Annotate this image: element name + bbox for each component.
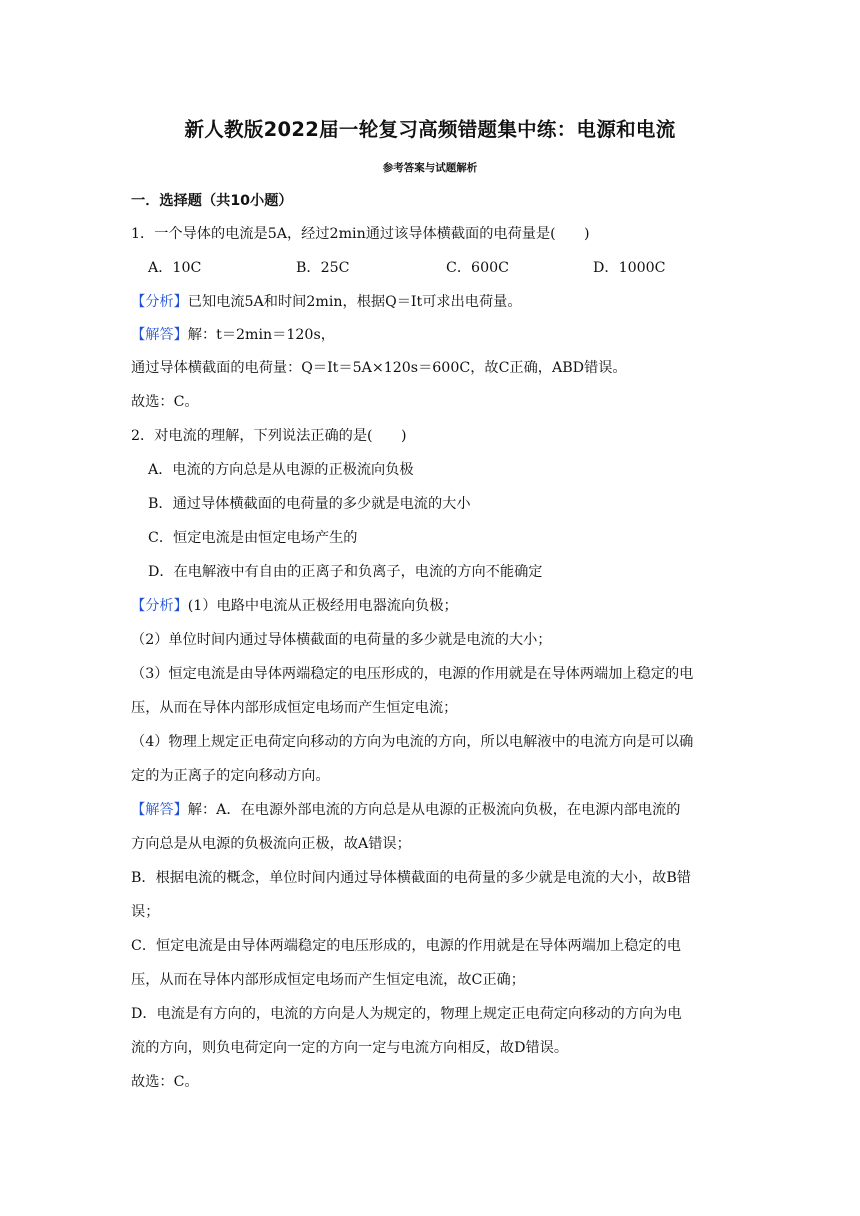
q1-option-c: C．600C [446,260,509,276]
q1-solution-text: 解：t＝2min＝120s， [187,327,335,343]
q1-analysis [131,292,522,312]
analysis-tag: 【分析】 [131,598,188,614]
page-subtitle: 参考答案与试题解析 [382,162,478,174]
q2-analysis [131,596,458,616]
q1-option-d: D．1000C [593,260,666,276]
q2-solution-line: 方向总是从电源的负极流向正极，故A错误； [131,836,411,852]
analysis-tag: 【分析】 [131,294,188,310]
page-title: 新人教版2022届一轮复习高频错题集中练：电源和电流 [184,118,676,141]
q2-solution-line: C．恒定电流是由导体两端稳定的电压形成的，电源的作用就是在导体两端加上稳定的电 [131,938,681,954]
q1-solution [131,325,335,345]
solution-tag: 【解答】 [131,802,188,818]
q2-option-c: C．恒定电流是由恒定电场产生的 [148,530,358,546]
section-heading: 一．选择题（共10小题） [131,193,293,209]
q2-answer: 故选：C。 [131,1074,199,1090]
q2-solution-line: B．根据电流的概念，单位时间内通过导体横截面的电荷量的多少就是电流的大小，故B错 [131,870,691,886]
q1-analysis-text: 已知电流5A和时间2min，根据Q＝It可求出电荷量。 [187,294,522,310]
q2-analysis-line: (1）电路中电流从正极经用电器流向负极； [187,598,458,614]
q1-option-a: A．10C [148,260,202,276]
q2-solution-line: D．电流是有方向的，电流的方向是人为规定的，物理上规定正电荷定向移动的方向为电 [131,1006,682,1022]
q2-solution-line: 解：A．在电源外部电流的方向总是从电源的正极流向负极，在电源内部电流的 [187,802,681,818]
solution-tag: 【解答】 [131,327,188,343]
question-2-stem: 2．对电流的理解，下列说法正确的是( ) [131,428,407,444]
q2-analysis-line: 压，从而在导体内部形成恒定电场而产生恒定电流； [131,700,458,716]
q1-option-b: B．25C [296,260,350,276]
q2-analysis-line: （2）单位时间内通过导体横截面的电荷量的多少就是电流的大小； [131,632,552,648]
q2-solution-line: 压，从而在导体内部形成恒定电场而产生恒定电流，故C正确； [131,972,525,988]
q2-option-a: A．电流的方向总是从电源的正极流向负极 [148,462,414,478]
q2-solution-line: 流的方向，则负电荷定向一定的方向一定与电流方向相反，故D错误。 [131,1040,569,1056]
q2-solution-line: 误； [131,904,160,920]
q1-answer: 故选：C。 [131,394,199,410]
q1-solution-line-2: 通过导体横截面的电荷量：Q＝It＝5A×120s＝600C，故C正确，ABD错误。 [131,360,627,376]
q2-analysis-line: 定的为正离子的定向移动方向。 [131,768,330,784]
question-1-stem: 1．一个导体的电流是5A，经过2min通过该导体横截面的电荷量是( ) [131,226,590,242]
q2-option-b: B．通过导体横截面的电荷量的多少就是电流的大小 [148,496,471,512]
q2-option-d: D．在电解液中有自由的正离子和负离子，电流的方向不能确定 [148,564,543,580]
q2-analysis-line: （3）恒定电流是由导体两端稳定的电压形成的，电源的作用就是在导体两端加上稳定的电 [131,666,694,682]
q2-solution [131,800,680,820]
q2-analysis-line: （4）物理上规定正电荷定向移动的方向为电流的方向，所以电解液中的电流方向是可以确 [131,734,694,750]
